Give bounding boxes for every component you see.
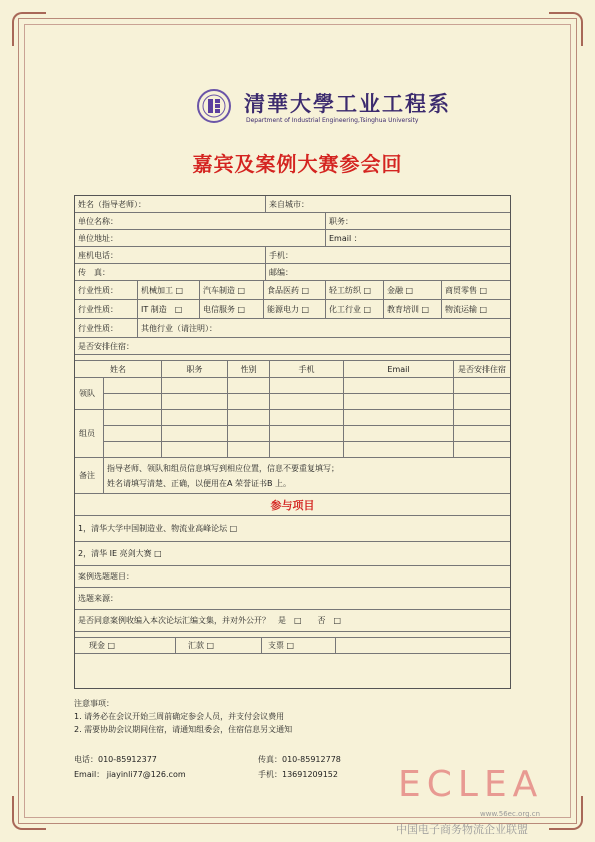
col-mobile: 手机 — [269, 361, 343, 377]
name-field[interactable]: 姓名（指导老师）： — [78, 199, 146, 209]
industry-option[interactable]: 化工行业 □ — [325, 300, 383, 318]
form-row — [75, 338, 510, 355]
topic-source-field[interactable]: 选题来源： — [78, 594, 118, 603]
members-header — [75, 361, 510, 378]
notes-item: 2. 需要协助会议期间住宿，请通知组委会，住宿信息另文通知 — [74, 725, 293, 734]
tsinghua-seal-icon — [196, 88, 232, 124]
table-cell[interactable] — [453, 442, 510, 457]
position-field[interactable]: 职务： — [325, 213, 510, 229]
contact-mobile: 手机：13691209152 — [258, 770, 338, 779]
table-cell[interactable] — [103, 378, 161, 394]
remarks-text — [103, 458, 510, 493]
notes-item: 1. 请务必在会议开始三周前确定参会人员，并支付会议费用 — [74, 712, 285, 721]
org-field[interactable]: 单位名称： — [78, 216, 118, 226]
col-lodging: 是否安排住宿 — [453, 361, 510, 377]
project-row — [75, 516, 510, 542]
table-cell[interactable] — [103, 442, 161, 457]
registration-form — [74, 195, 511, 689]
industry-option[interactable]: 物流运输 □ — [441, 300, 510, 318]
watermark-url: www.56ec.org.cn — [480, 810, 541, 818]
projects-heading-row — [75, 494, 510, 516]
payment-blank-row[interactable] — [75, 654, 510, 688]
corner-ornament — [549, 12, 583, 46]
industry-option[interactable]: 教育培训 □ — [383, 300, 441, 318]
member-block — [75, 410, 510, 458]
col-email: Email — [343, 361, 453, 377]
lodging-field[interactable]: 是否安排住宿： — [78, 341, 134, 351]
table-cell[interactable] — [453, 378, 510, 394]
notes — [74, 697, 292, 736]
remarks-line: 姓名请填写清楚、正确，以便用在A 荣誉证书B 上。 — [107, 478, 292, 488]
industry-option[interactable]: IT 制造 □ — [137, 300, 199, 318]
payment-row — [75, 638, 510, 654]
table-cell[interactable] — [103, 394, 161, 409]
remarks-label: 备注 — [79, 471, 95, 480]
table-cell[interactable] — [343, 410, 453, 426]
project-row — [75, 610, 510, 632]
table-cell[interactable] — [269, 378, 343, 394]
industry-option[interactable]: 食品医药 □ — [263, 281, 325, 299]
corner-ornament — [12, 796, 46, 830]
industry-option[interactable]: 商贸零售 □ — [441, 281, 510, 299]
corner-ornament — [12, 12, 46, 46]
eclea-watermark — [398, 764, 583, 834]
form-row — [75, 213, 510, 230]
form-row — [75, 247, 510, 264]
email-field[interactable]: Email ： — [325, 230, 510, 246]
table-cell[interactable] — [269, 426, 343, 442]
member-label: 组员 — [79, 429, 95, 438]
fax-field[interactable]: 传 真： — [78, 267, 110, 277]
zip-field[interactable]: 邮编： — [265, 264, 510, 280]
table-cell[interactable] — [161, 442, 227, 457]
col-gender: 性别 — [227, 361, 269, 377]
industry-label: 行业性质： — [78, 323, 118, 333]
check-option[interactable]: 支票 □ — [261, 638, 335, 653]
contact-phone: 电话：010-85912377 — [74, 755, 157, 764]
table-cell[interactable] — [161, 426, 227, 442]
industry-option[interactable]: 汽车制造 □ — [199, 281, 263, 299]
phone-field[interactable]: 座机电话： — [78, 250, 118, 260]
table-cell[interactable] — [343, 426, 453, 442]
eclea-logo: ECLEA — [398, 764, 544, 805]
project-forum-option[interactable]: 1，清华大学中国制造业、物流业高峰论坛 □ — [78, 524, 238, 533]
table-cell[interactable] — [103, 410, 161, 426]
col-name: 姓名 — [110, 364, 126, 374]
table-cell[interactable] — [161, 394, 227, 409]
table-cell[interactable] — [343, 442, 453, 457]
industry-option[interactable]: 金融 □ — [383, 281, 441, 299]
project-row — [75, 566, 510, 588]
city-field[interactable]: 来自城市： — [265, 196, 510, 212]
industry-row — [75, 281, 510, 300]
table-cell[interactable] — [161, 378, 227, 394]
leader-block — [75, 378, 510, 410]
col-position: 职务 — [161, 361, 227, 377]
cash-option[interactable]: 现金 □ — [89, 641, 116, 650]
case-topic-field[interactable]: 案例选题题目： — [78, 572, 134, 581]
watermark-cn: 中国电子商务物流企业联盟 — [396, 823, 528, 836]
table-cell[interactable] — [227, 426, 269, 442]
page-title: 嘉宾及案例大赛参会回 — [192, 152, 403, 176]
remarks-line: 指导老师、领队和组员信息填写到相应位置，信息不要重复填写； — [107, 463, 339, 473]
mobile-field[interactable]: 手机： — [265, 247, 510, 263]
dept-name: 清華大學工业工程系 — [244, 91, 451, 116]
contact-fax: 传真：010-85912778 — [258, 755, 341, 764]
project-row — [75, 588, 510, 610]
payment-blank[interactable] — [335, 638, 510, 653]
table-cell[interactable] — [343, 394, 453, 409]
contact-email: Email： jiayinli77@126.com — [74, 770, 186, 779]
project-contest-option[interactable]: 2，清华 IE 亮剑大赛 □ — [78, 549, 162, 558]
project-row — [75, 542, 510, 566]
table-cell[interactable] — [343, 378, 453, 394]
industry-row — [75, 319, 510, 338]
table-cell[interactable] — [227, 378, 269, 394]
industry-option[interactable]: 轻工纺织 □ — [325, 281, 383, 299]
form-row — [75, 196, 510, 213]
industry-option[interactable]: 机械加工 □ — [137, 281, 199, 299]
address-field[interactable]: 单位地址： — [78, 233, 118, 243]
industry-option[interactable]: 电信服务 □ — [199, 300, 263, 318]
leader-label: 领队 — [79, 389, 95, 398]
dept-en-name: Department of Industrial Engineering,Tsinghua University — [246, 117, 419, 124]
industry-row — [75, 300, 510, 319]
consent-field[interactable]: 是否同意案例收编入本次论坛汇编文集，并对外公开？ 是 □ 否 □ — [78, 616, 342, 625]
remit-option[interactable]: 汇款 □ — [175, 638, 261, 653]
table-cell[interactable] — [453, 426, 510, 442]
table-cell[interactable] — [269, 442, 343, 457]
table-cell[interactable] — [453, 394, 510, 409]
table-cell[interactable] — [269, 394, 343, 409]
table-cell[interactable] — [227, 410, 269, 426]
form-row — [75, 230, 510, 247]
industry-other-field[interactable]: 其他行业（请注明）： — [137, 319, 510, 337]
table-cell[interactable] — [161, 410, 227, 426]
industry-label: 行业性质： — [78, 304, 118, 314]
table-cell[interactable] — [227, 394, 269, 409]
projects-heading: 参与项目 — [270, 498, 315, 512]
remarks-row — [75, 458, 510, 494]
notes-heading: 注意事项： — [74, 699, 114, 708]
industry-option[interactable]: 能源电力 □ — [263, 300, 325, 318]
industry-label: 行业性质： — [78, 285, 118, 295]
table-cell[interactable] — [269, 410, 343, 426]
form-row — [75, 264, 510, 281]
table-cell[interactable] — [453, 410, 510, 426]
table-cell[interactable] — [227, 442, 269, 457]
table-cell[interactable] — [103, 426, 161, 442]
